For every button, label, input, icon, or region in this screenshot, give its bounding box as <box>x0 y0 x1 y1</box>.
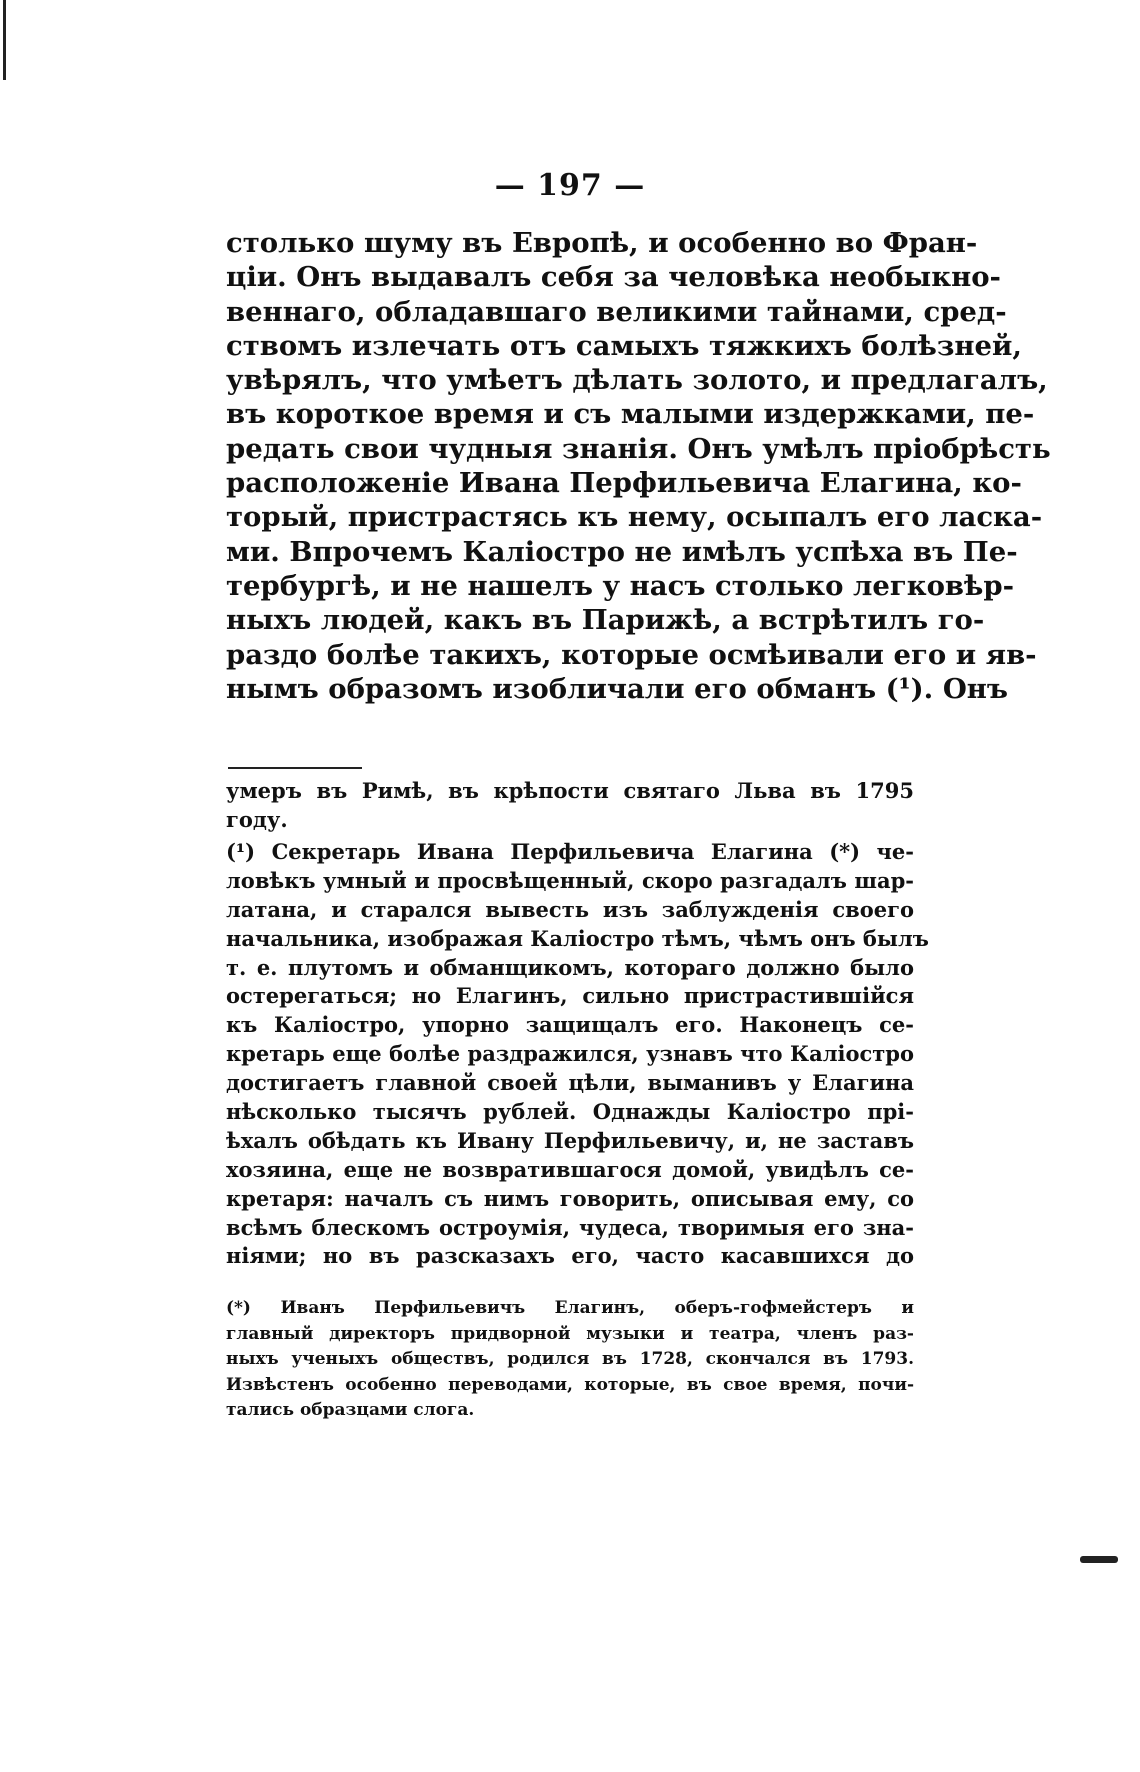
text-line: нымъ образомъ изобличали его обманъ (¹). Онъ <box>226 672 1009 705</box>
footnote-line: главный директоръ придворной музыки и театра, членъ раз- <box>226 1323 914 1344</box>
footnote-line: умеръ въ Римѣ, въ крѣпости святаго Льва въ 1795 <box>226 778 914 803</box>
text-line: раздо болѣе такихъ, которые осмѣивали его и яв- <box>226 638 1037 671</box>
text-line: веннаго, обладавшаго великими тайнами, сред- <box>226 295 1007 328</box>
page-number: — 197 — <box>494 168 646 203</box>
footnote-line: всѣмъ блескомъ остроумія, чудеса, творимыя его зна- <box>226 1214 914 1240</box>
footnote-line: остерегаться; но Елагинъ, сильно пристрастившійся <box>226 983 914 1009</box>
footnote-separator <box>228 767 362 769</box>
text-line: увѣрялъ, что умѣетъ дѣлать золото, и предлагалъ, <box>226 364 1048 397</box>
footnote-line: къ Каліостро, упорно защищалъ его. Наконецъ се- <box>226 1012 914 1038</box>
scan-edge-mark <box>3 0 6 80</box>
text-line: редать свои чудныя знанія. Онъ умѣлъ пріобрѣсть <box>226 432 1051 465</box>
text-line: ми. Впрочемъ Каліостро не имѣлъ успѣха въ Пе- <box>226 535 1018 568</box>
text-line: расположеніе Ивана Перфильевича Елагина, ко- <box>226 467 1022 500</box>
text-line: ствомъ излечать отъ самыхъ тяжкихъ болѣзней, <box>226 329 1022 362</box>
text-line: торый, пристрастясь къ нему, осыпалъ его ласка- <box>226 501 1043 534</box>
footnote-line: тались образцами слога. <box>226 1400 475 1420</box>
footnote-line: кретаря: началъ съ нимъ говорить, описывая ему, со <box>226 1185 914 1211</box>
footnote-line: латана, и старался вывесть изъ заблужденія своего <box>226 896 914 922</box>
text-line: въ короткое время и съ малыми издержками, пе- <box>226 398 1035 431</box>
footnote-line: (¹) Секретарь Ивана Перфильевича Елагина (*) че- <box>226 839 914 864</box>
text-line: тербургѣ, и не нашелъ у насъ столько легковѣр- <box>226 569 1015 602</box>
footnote-line: ныхъ ученыхъ обществъ, родился въ 1728, скончался въ 1793. <box>226 1349 914 1369</box>
scan-edge-mark <box>1080 1556 1118 1563</box>
text-line: ціи. Онъ выдавалъ себя за человѣка необыкно- <box>226 261 1001 294</box>
footnote-line: Извѣстенъ особенно переводами, которые, въ свое время, почи- <box>226 1374 914 1395</box>
footnote-line: кретарь еще болѣе раздражился, узнавъ что Каліостро <box>226 1041 914 1067</box>
main-text <box>226 226 1051 706</box>
footnote-line: ѣхалъ обѣдать къ Ивану Перфильевичу, и, не заставъ <box>226 1127 914 1153</box>
footnote-line: ніями; но въ разсказахъ его, часто касавшихся до <box>226 1243 914 1269</box>
footnote-continuation <box>226 777 914 835</box>
footnote-line: году. <box>226 806 288 832</box>
footnote-star <box>226 1296 914 1424</box>
text-line: столько шуму въ Европѣ, и особенно во Фран- <box>226 227 978 259</box>
footnote-line: ловѣкъ умный и просвѣщенный, скоро разгадалъ шар- <box>226 867 914 893</box>
footnote-line: нѣсколько тысячъ рублей. Однажды Каліостро прі- <box>226 1099 914 1125</box>
footnote-line: т. е. плутомъ и обманщикомъ, котораго должно было <box>226 954 914 980</box>
footnote-line: достигаетъ главной своей цѣли, выманивъ у Елагина <box>226 1070 914 1096</box>
footnote-line: хозяина, еще не возвратившагося домой, увидѣлъ се- <box>226 1156 914 1182</box>
footnote-1 <box>226 838 929 1271</box>
text-line: ныхъ людей, какъ въ Парижѣ, а встрѣтилъ го- <box>226 604 985 637</box>
footnote-line: (*) Иванъ Перфильевичъ Елагинъ, оберъ-гофмейстеръ и <box>226 1298 914 1318</box>
footnote-line: начальника, изображая Каліостро тѣмъ, чѣмъ онъ былъ <box>226 925 929 951</box>
